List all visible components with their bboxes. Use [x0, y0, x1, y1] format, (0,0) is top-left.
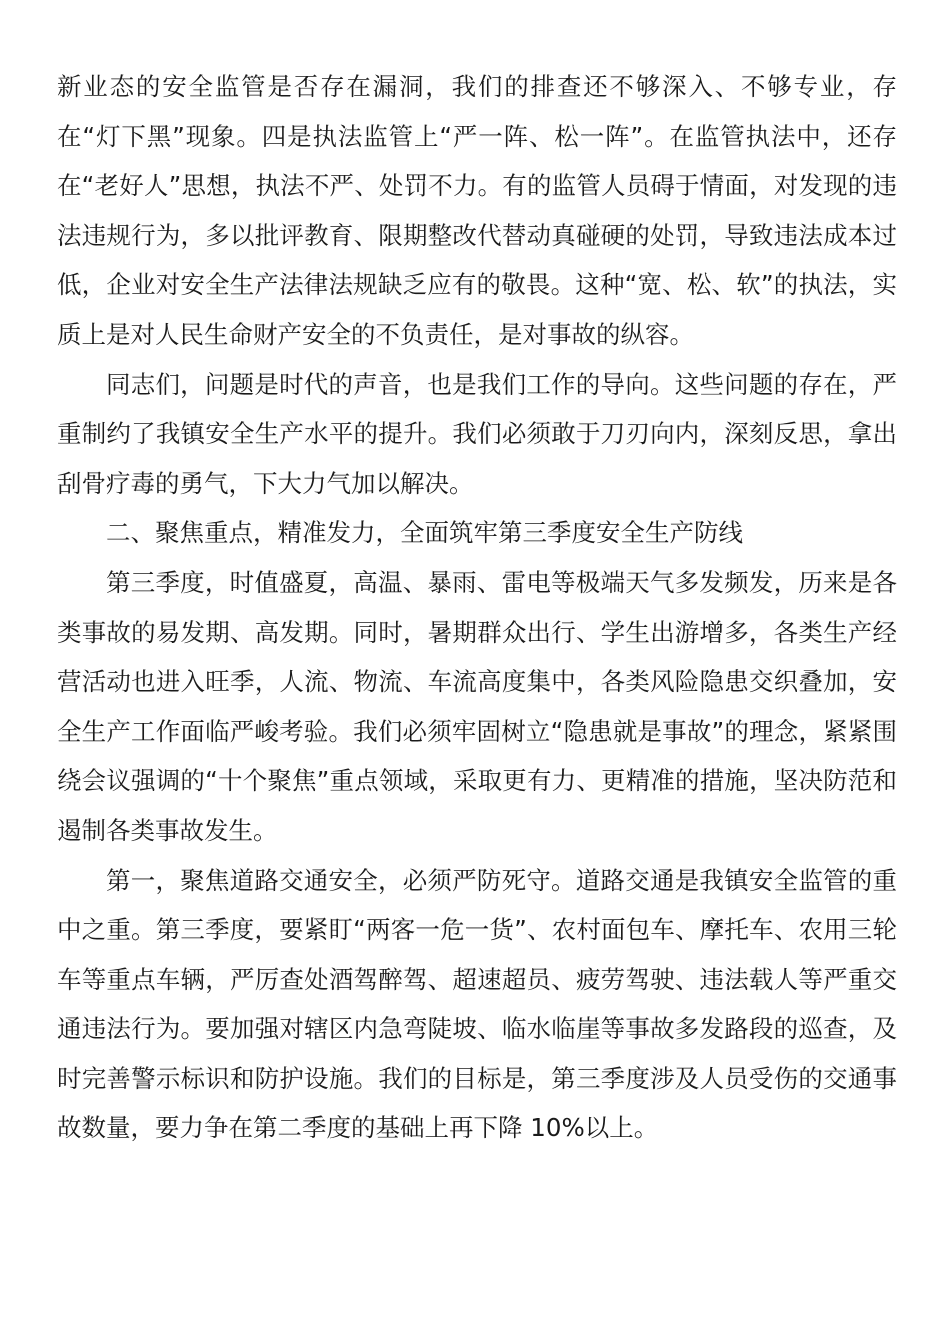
paragraph-road-traffic: 第一，聚焦道路交通安全，必须严防死守。道路交通是我镇安全监管的重中之重。第三季度，要紧盯“两客一危一货”、农村面包车、摩托车、农用三轮车等重点车辆，严厉查处酒驾醉驾、超速超员、疲劳驾驶、违法载人等严重交通违法行为。要加强对辖区内急弯陡坡、临水临崖等事故多发路段的巡查，及时完善警示标识和防护设施。我们的目标是，第三季度涉及人员受伤的交通事故数量，要力争在第二季度的基础上再下降 10%以上。 — [57, 865, 897, 1143]
paragraph-third-quarter: 第三季度，时值盛夏，高温、暴雨、雷电等极端天气多发频发，历来是各类事故的易发期、高发期。同时，暑期群众出行、学生出游增多，各类生产经营活动也进入旺季，人流、物流、车流高度集中，各类风险隐患交织叠加，安全生产工作面临严峻考验。我们必须牢固树立“隐患就是事故”的理念，紧紧围绕会议强调的“十个聚焦”重点领域，采取更有力、更精准的措施，坚决防范和遏制各类事故发生。 — [57, 567, 897, 845]
paragraph-comrades: 同志们，问题是时代的声音，也是我们工作的导向。这些问题的存在，严重制约了我镇安全生产水平的提升。我们必须敢于刀刃向内，深刻反思，拿出刮骨疗毒的勇气，下大力气加以解决。 — [57, 369, 897, 498]
section-heading: 二、聚焦重点，精准发力，全面筑牢第三季度安全生产防线 — [106, 518, 743, 548]
document-page — [57, 62, 897, 1153]
paragraph-continuation: 新业态的安全监管是否存在漏洞，我们的排查还不够深入、不够专业，存在“灯下黑”现象。四是执法监管上“严一阵、松一阵”。在监管执法中，还存在“老好人”思想，执法不严、处罚不力。有的监管人员碍于情面，对发现的违法违规行为，多以批评教育、限期整改代替动真碰硬的处罚，导致违法成本过低，企业对安全生产法律法规缺乏应有的敬畏。这种“宽、松、软”的执法，实质上是对人民生命财产安全的不负责任，是对事故的纵容。 — [57, 72, 897, 349]
